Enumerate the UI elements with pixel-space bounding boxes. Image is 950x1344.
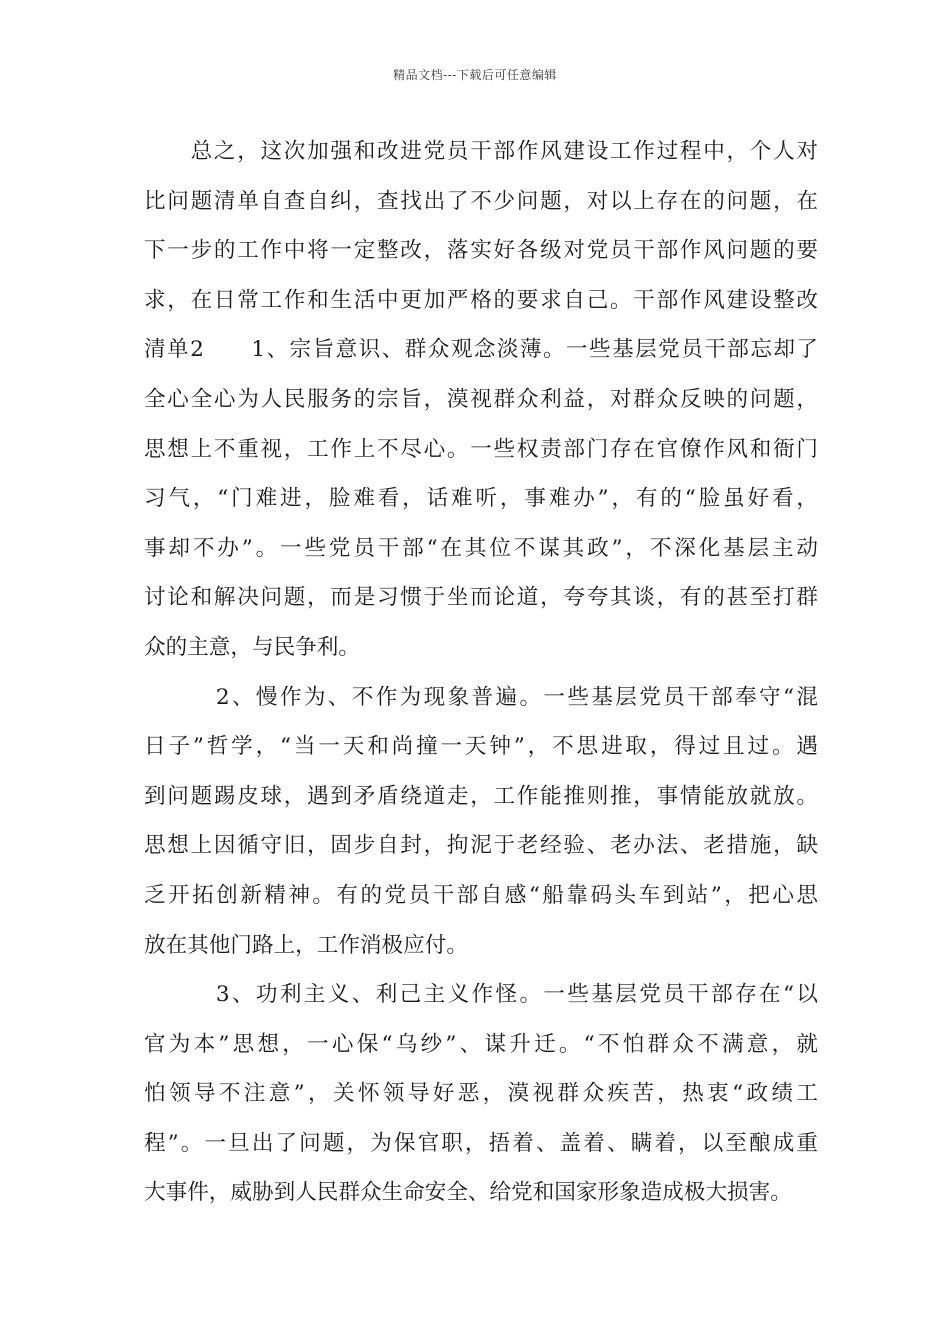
text-line: 习气，“门难进，脸难看，话难听，事难办”，有的“脸虽好看， (144, 486, 818, 512)
text-line: 官为本”思想，一心保“乌纱”、谋升迁。“不怕群众不满意，就 (144, 1031, 818, 1057)
text-line: 思想上不重视，工作上不尽心。一些权责部门存在官僚作风和衙门 (144, 436, 818, 462)
text-line: 事却不办”。一些党员干部“在其位不谋其政”，不深化基层主动 (144, 535, 818, 561)
text-line: 3、功利主义、利己主义作怪。一些基层党员干部存在“以 (144, 982, 818, 1008)
document-body (144, 127, 818, 1218)
text-line: 求，在日常工作和生活中更加严格的要求自己。干部作风建设整改 (144, 287, 818, 313)
text-line: 怕领导不注意”，关怀领导好恶，漠视群众疾苦，热衷“政绩工 (144, 1081, 818, 1107)
text-line: 总之，这次加强和改进党员干部作风建设工作过程中，个人对 (144, 139, 818, 164)
text-line: 讨论和解决问题，而是习惯于坐而论道，夸夸其谈，有的甚至打群 (144, 585, 818, 611)
text-line: 大事件，威胁到人民群众生命安全、给党和国家形象造成极大损害。 (144, 1180, 792, 1206)
text-line: 到问题踢皮球，遇到矛盾绕道走，工作能推则推，事情能放就放。 (144, 783, 818, 809)
text-line: 全心全心为人民服务的宗旨，漠视群众利益，对群众反映的问题， (144, 386, 818, 412)
text-line: 比问题清单自查自纠，查找出了不少问题，对以上存在的问题，在 (144, 188, 818, 214)
text-line: 下一步的工作中将一定整改，落实好各级对党员干部作风问题的要 (144, 238, 818, 264)
page-header: 精品文档---下载后可任意编辑 (393, 68, 557, 82)
text-line: 程”。一旦出了问题，为保官职，捂着、盖着、瞒着，以至酿成重 (144, 1130, 818, 1156)
text-line: 乏开拓创新精神。有的党员干部自感“船靠码头车到站”，把心思 (144, 882, 818, 908)
text-line: 众的主意，与民争利。 (144, 634, 360, 660)
text-line: 2、慢作为、不作为现象普遍。一些基层党员干部奉守“混 (144, 684, 818, 710)
text-line: 放在其他门路上，工作消极应付。 (144, 932, 468, 958)
text-line: 日子”哲学，“当一天和尚撞一天钟”，不思进取，得过且过。遇 (144, 734, 818, 760)
text-line: 清单2 1、宗旨意识、群众观念淡薄。一些基层党员干部忘却了 (144, 337, 818, 363)
text-line: 思想上因循守旧，固步自封，拘泥于老经验、老办法、老措施，缺 (144, 833, 818, 859)
